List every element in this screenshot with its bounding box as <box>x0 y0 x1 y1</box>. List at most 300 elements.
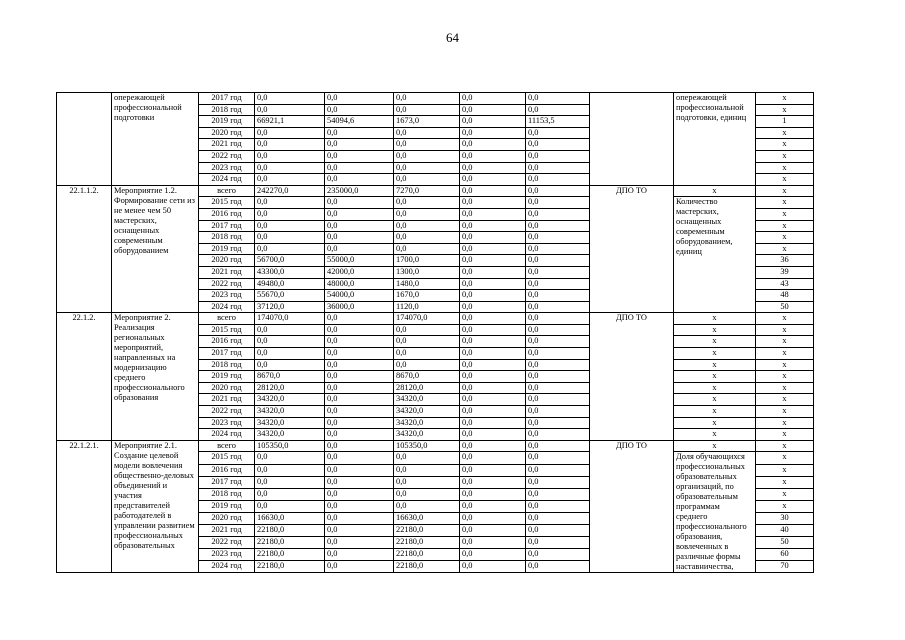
amount-cell-2: 55000,0 <box>325 255 394 267</box>
amount-cell-5: 0,0 <box>526 232 590 244</box>
amount-cell-3: 0,0 <box>394 150 460 162</box>
amount-cell-3: 22180,0 <box>394 561 460 573</box>
amount-cell-4: 0,0 <box>460 336 526 348</box>
amount-cell-3: 0,0 <box>394 127 460 139</box>
indicator-cell: x <box>674 313 756 325</box>
period-cell: 2019 год <box>199 500 255 512</box>
amount-cell-4: 0,0 <box>460 208 526 220</box>
amount-cell-5: 0,0 <box>526 255 590 267</box>
amount-cell-2: 0,0 <box>325 452 394 464</box>
amount-cell-3: 0,0 <box>394 243 460 255</box>
amount-cell-4: 0,0 <box>460 476 526 488</box>
amount-cell-4: 0,0 <box>460 371 526 383</box>
period-cell: 2020 год <box>199 255 255 267</box>
amount-cell-3: 0,0 <box>394 336 460 348</box>
amount-cell-1: 174070,0 <box>255 313 325 325</box>
target-value-cell: x <box>756 150 814 162</box>
amount-cell-4: 0,0 <box>460 313 526 325</box>
amount-cell-1: 22180,0 <box>255 561 325 573</box>
amount-cell-2: 0,0 <box>325 174 394 186</box>
indicator-cell: x <box>674 429 756 441</box>
amount-cell-2: 0,0 <box>325 139 394 151</box>
amount-cell-5: 0,0 <box>526 537 590 549</box>
amount-cell-1: 37120,0 <box>255 301 325 313</box>
amount-cell-4: 0,0 <box>460 500 526 512</box>
amount-cell-5: 0,0 <box>526 93 590 105</box>
amount-cell-5: 0,0 <box>526 406 590 418</box>
amount-cell-4: 0,0 <box>460 116 526 128</box>
activity-name: Мероприятие 1.2. Формирование сети из не менее чем 50 мастерских, оснащенных современным оборудованием <box>112 185 199 313</box>
amount-cell-4: 0,0 <box>460 104 526 116</box>
amount-cell-1: 0,0 <box>255 500 325 512</box>
target-value-cell: x <box>756 488 814 500</box>
amount-cell-2: 0,0 <box>325 429 394 441</box>
period-cell: 2019 год <box>199 371 255 383</box>
activity-name: Мероприятие 2. Реализация региональных мероприятий, направленных на модернизацию среднего профессионального образования <box>112 313 199 441</box>
amount-cell-4: 0,0 <box>460 185 526 197</box>
period-cell: 2023 год <box>199 549 255 561</box>
activity-code: 22.1.2.1. <box>57 440 112 573</box>
amount-cell-3: 1480,0 <box>394 278 460 290</box>
period-cell: 2024 год <box>199 429 255 441</box>
amount-cell-5: 0,0 <box>526 549 590 561</box>
amount-cell-5: 0,0 <box>526 359 590 371</box>
amount-cell-2: 0,0 <box>325 524 394 536</box>
amount-cell-3: 16630,0 <box>394 512 460 524</box>
table-row <box>57 93 814 105</box>
amount-cell-3: 0,0 <box>394 452 460 464</box>
amount-cell-5: 0,0 <box>526 440 590 452</box>
target-value-cell: 48 <box>756 290 814 302</box>
amount-cell-2: 0,0 <box>325 417 394 429</box>
amount-cell-2: 0,0 <box>325 127 394 139</box>
amount-cell-1: 0,0 <box>255 104 325 116</box>
amount-cell-5: 0,0 <box>526 382 590 394</box>
period-cell: 2020 год <box>199 127 255 139</box>
amount-cell-3: 0,0 <box>394 208 460 220</box>
indicator-cell: опережающей профессиональной подготовки, единиц <box>674 93 756 186</box>
amount-cell-5: 0,0 <box>526 150 590 162</box>
activity-code: 22.1.1.2. <box>57 185 112 313</box>
indicator-cell: x <box>674 185 756 197</box>
amount-cell-3: 0,0 <box>394 324 460 336</box>
amount-cell-4: 0,0 <box>460 452 526 464</box>
amount-cell-4: 0,0 <box>460 359 526 371</box>
amount-cell-5: 0,0 <box>526 290 590 302</box>
amount-cell-4: 0,0 <box>460 512 526 524</box>
amount-cell-5: 0,0 <box>526 301 590 313</box>
amount-cell-4: 0,0 <box>460 243 526 255</box>
amount-cell-2: 0,0 <box>325 104 394 116</box>
amount-cell-1: 0,0 <box>255 464 325 476</box>
program-table <box>56 92 814 573</box>
amount-cell-1: 242270,0 <box>255 185 325 197</box>
amount-cell-2: 0,0 <box>325 324 394 336</box>
amount-cell-3: 28120,0 <box>394 382 460 394</box>
amount-cell-5: 0,0 <box>526 174 590 186</box>
amount-cell-3: 0,0 <box>394 500 460 512</box>
period-cell: 2015 год <box>199 324 255 336</box>
amount-cell-3: 0,0 <box>394 464 460 476</box>
amount-cell-4: 0,0 <box>460 162 526 174</box>
amount-cell-2: 0,0 <box>325 208 394 220</box>
amount-cell-1: 55670,0 <box>255 290 325 302</box>
period-cell: 2016 год <box>199 336 255 348</box>
indicator-cell: x <box>674 406 756 418</box>
period-cell: 2016 год <box>199 208 255 220</box>
amount-cell-3: 0,0 <box>394 220 460 232</box>
target-value-cell: x <box>756 452 814 464</box>
amount-cell-5: 0,0 <box>526 348 590 360</box>
amount-cell-2: 0,0 <box>325 336 394 348</box>
amount-cell-4: 0,0 <box>460 464 526 476</box>
period-cell: 2023 год <box>199 162 255 174</box>
amount-cell-5: 0,0 <box>526 313 590 325</box>
executor-cell <box>590 93 674 186</box>
amount-cell-5: 0,0 <box>526 127 590 139</box>
period-cell: 2024 год <box>199 174 255 186</box>
amount-cell-2: 0,0 <box>325 500 394 512</box>
amount-cell-5: 0,0 <box>526 417 590 429</box>
amount-cell-5: 0,0 <box>526 452 590 464</box>
amount-cell-2: 0,0 <box>325 512 394 524</box>
amount-cell-5: 0,0 <box>526 429 590 441</box>
amount-cell-1: 0,0 <box>255 359 325 371</box>
amount-cell-2: 0,0 <box>325 394 394 406</box>
amount-cell-1: 0,0 <box>255 488 325 500</box>
amount-cell-3: 34320,0 <box>394 394 460 406</box>
period-cell: 2018 год <box>199 232 255 244</box>
target-value-cell: x <box>756 174 814 186</box>
indicator-cell: x <box>674 417 756 429</box>
amount-cell-1: 22180,0 <box>255 537 325 549</box>
target-value-cell: x <box>756 382 814 394</box>
amount-cell-2: 0,0 <box>325 359 394 371</box>
target-value-cell: x <box>756 417 814 429</box>
target-value-cell: 43 <box>756 278 814 290</box>
amount-cell-4: 0,0 <box>460 440 526 452</box>
amount-cell-1: 34320,0 <box>255 429 325 441</box>
target-value-cell: 36 <box>756 255 814 267</box>
table-row <box>57 313 814 325</box>
amount-cell-3: 1300,0 <box>394 266 460 278</box>
period-cell: всего <box>199 185 255 197</box>
amount-cell-2: 0,0 <box>325 197 394 209</box>
amount-cell-3: 0,0 <box>394 93 460 105</box>
amount-cell-5: 0,0 <box>526 104 590 116</box>
indicator-cell: x <box>674 348 756 360</box>
amount-cell-1: 0,0 <box>255 324 325 336</box>
indicator-cell: x <box>674 371 756 383</box>
amount-cell-4: 0,0 <box>460 139 526 151</box>
target-value-cell: x <box>756 348 814 360</box>
amount-cell-5: 0,0 <box>526 162 590 174</box>
amount-cell-3: 8670,0 <box>394 371 460 383</box>
amount-cell-4: 0,0 <box>460 324 526 336</box>
amount-cell-3: 1670,0 <box>394 290 460 302</box>
amount-cell-3: 0,0 <box>394 476 460 488</box>
period-cell: всего <box>199 313 255 325</box>
target-value-cell: x <box>756 197 814 209</box>
amount-cell-1: 0,0 <box>255 197 325 209</box>
amount-cell-1: 34320,0 <box>255 417 325 429</box>
executor-cell: ДПО ТО <box>590 440 674 573</box>
activity-name: Мероприятие 2.1. Создание целевой модели вовлечения общественно-деловых объединений и участия представителей работодателей в управлении развитием профессиональных образовательных <box>112 440 199 573</box>
amount-cell-2: 0,0 <box>325 464 394 476</box>
target-value-cell: 30 <box>756 512 814 524</box>
amount-cell-1: 0,0 <box>255 93 325 105</box>
indicator-cell: x <box>674 440 756 452</box>
target-value-cell: x <box>756 429 814 441</box>
target-value-cell: x <box>756 394 814 406</box>
amount-cell-3: 0,0 <box>394 162 460 174</box>
amount-cell-3: 0,0 <box>394 174 460 186</box>
amount-cell-4: 0,0 <box>460 197 526 209</box>
amount-cell-3: 105350,0 <box>394 440 460 452</box>
amount-cell-4: 0,0 <box>460 406 526 418</box>
amount-cell-1: 0,0 <box>255 348 325 360</box>
amount-cell-5: 0,0 <box>526 220 590 232</box>
amount-cell-2: 0,0 <box>325 313 394 325</box>
amount-cell-3: 0,0 <box>394 488 460 500</box>
amount-cell-4: 0,0 <box>460 537 526 549</box>
target-value-cell: x <box>756 324 814 336</box>
period-cell: 2016 год <box>199 464 255 476</box>
amount-cell-4: 0,0 <box>460 301 526 313</box>
amount-cell-1: 0,0 <box>255 150 325 162</box>
amount-cell-5: 0,0 <box>526 197 590 209</box>
amount-cell-1: 43300,0 <box>255 266 325 278</box>
target-value-cell: 40 <box>756 524 814 536</box>
indicator-cell: x <box>674 394 756 406</box>
amount-cell-5: 0,0 <box>526 488 590 500</box>
target-value-cell: x <box>756 93 814 105</box>
target-value-cell: x <box>756 127 814 139</box>
amount-cell-4: 0,0 <box>460 255 526 267</box>
amount-cell-3: 7270,0 <box>394 185 460 197</box>
amount-cell-4: 0,0 <box>460 348 526 360</box>
period-cell: 2020 год <box>199 382 255 394</box>
amount-cell-5: 0,0 <box>526 139 590 151</box>
amount-cell-4: 0,0 <box>460 561 526 573</box>
indicator-cell: x <box>674 359 756 371</box>
amount-cell-4: 0,0 <box>460 382 526 394</box>
amount-cell-5: 0,0 <box>526 185 590 197</box>
amount-cell-2: 0,0 <box>325 476 394 488</box>
amount-cell-2: 235000,0 <box>325 185 394 197</box>
amount-cell-4: 0,0 <box>460 127 526 139</box>
target-value-cell: x <box>756 371 814 383</box>
amount-cell-4: 0,0 <box>460 266 526 278</box>
period-cell: 2018 год <box>199 104 255 116</box>
amount-cell-1: 0,0 <box>255 174 325 186</box>
period-cell: 2015 год <box>199 452 255 464</box>
amount-cell-1: 34320,0 <box>255 406 325 418</box>
amount-cell-3: 0,0 <box>394 139 460 151</box>
amount-cell-3: 22180,0 <box>394 537 460 549</box>
amount-cell-3: 0,0 <box>394 232 460 244</box>
target-value-cell: x <box>756 406 814 418</box>
target-value-cell: 39 <box>756 266 814 278</box>
period-cell: 2022 год <box>199 537 255 549</box>
amount-cell-2: 0,0 <box>325 93 394 105</box>
period-cell: 2022 год <box>199 278 255 290</box>
table-row <box>57 185 814 197</box>
target-value-cell: x <box>756 336 814 348</box>
amount-cell-4: 0,0 <box>460 488 526 500</box>
amount-cell-5: 11153,5 <box>526 116 590 128</box>
amount-cell-5: 0,0 <box>526 561 590 573</box>
amount-cell-2: 0,0 <box>325 406 394 418</box>
amount-cell-3: 1700,0 <box>394 255 460 267</box>
amount-cell-5: 0,0 <box>526 500 590 512</box>
target-value-cell: x <box>756 359 814 371</box>
target-value-cell: x <box>756 139 814 151</box>
target-value-cell: x <box>756 185 814 197</box>
period-cell: 2021 год <box>199 266 255 278</box>
target-value-cell: x <box>756 440 814 452</box>
amount-cell-2: 0,0 <box>325 243 394 255</box>
target-value-cell: x <box>756 162 814 174</box>
amount-cell-1: 49480,0 <box>255 278 325 290</box>
amount-cell-1: 0,0 <box>255 127 325 139</box>
period-cell: 2021 год <box>199 394 255 406</box>
target-value-cell: 70 <box>756 561 814 573</box>
target-value-cell: x <box>756 464 814 476</box>
amount-cell-5: 0,0 <box>526 324 590 336</box>
period-cell: 2017 год <box>199 93 255 105</box>
amount-cell-3: 0,0 <box>394 348 460 360</box>
amount-cell-1: 16630,0 <box>255 512 325 524</box>
amount-cell-2: 54094,6 <box>325 116 394 128</box>
amount-cell-2: 0,0 <box>325 537 394 549</box>
period-cell: 2024 год <box>199 561 255 573</box>
period-cell: 2017 год <box>199 476 255 488</box>
indicator-cell: x <box>674 382 756 394</box>
amount-cell-5: 0,0 <box>526 243 590 255</box>
activity-name: опережающей профессиональной подготовки <box>112 93 199 186</box>
amount-cell-1: 0,0 <box>255 336 325 348</box>
executor-cell: ДПО ТО <box>590 185 674 313</box>
amount-cell-3: 1120,0 <box>394 301 460 313</box>
amount-cell-5: 0,0 <box>526 371 590 383</box>
amount-cell-2: 0,0 <box>325 561 394 573</box>
amount-cell-5: 0,0 <box>526 464 590 476</box>
amount-cell-3: 34320,0 <box>394 406 460 418</box>
period-cell: 2021 год <box>199 524 255 536</box>
amount-cell-1: 0,0 <box>255 476 325 488</box>
amount-cell-4: 0,0 <box>460 429 526 441</box>
amount-cell-4: 0,0 <box>460 290 526 302</box>
period-cell: 2015 год <box>199 197 255 209</box>
amount-cell-2: 54000,0 <box>325 290 394 302</box>
amount-cell-2: 0,0 <box>325 220 394 232</box>
activity-code: 22.1.2. <box>57 313 112 441</box>
amount-cell-1: 0,0 <box>255 232 325 244</box>
target-value-cell: x <box>756 208 814 220</box>
target-value-cell: x <box>756 220 814 232</box>
indicator-cell: Доля обучающихся профессиональных образовательных организаций, по образовательным программам среднего профессионального образования, вовлеченных в различные формы наставничества, <box>674 452 756 573</box>
amount-cell-3: 34320,0 <box>394 417 460 429</box>
amount-cell-4: 0,0 <box>460 549 526 561</box>
amount-cell-2: 0,0 <box>325 371 394 383</box>
indicator-cell: x <box>674 336 756 348</box>
amount-cell-3: 174070,0 <box>394 313 460 325</box>
amount-cell-3: 1673,0 <box>394 116 460 128</box>
amount-cell-4: 0,0 <box>460 93 526 105</box>
amount-cell-1: 56700,0 <box>255 255 325 267</box>
amount-cell-1: 34320,0 <box>255 394 325 406</box>
amount-cell-2: 0,0 <box>325 150 394 162</box>
amount-cell-2: 0,0 <box>325 232 394 244</box>
amount-cell-2: 36000,0 <box>325 301 394 313</box>
amount-cell-3: 0,0 <box>394 197 460 209</box>
amount-cell-2: 0,0 <box>325 549 394 561</box>
amount-cell-4: 0,0 <box>460 278 526 290</box>
amount-cell-4: 0,0 <box>460 174 526 186</box>
indicator-cell: Количество мастерских, оснащенных современным оборудованием, единиц <box>674 197 756 313</box>
period-cell: всего <box>199 440 255 452</box>
target-value-cell: x <box>756 232 814 244</box>
amount-cell-5: 0,0 <box>526 512 590 524</box>
amount-cell-2: 0,0 <box>325 440 394 452</box>
amount-cell-5: 0,0 <box>526 278 590 290</box>
amount-cell-1: 0,0 <box>255 139 325 151</box>
amount-cell-2: 0,0 <box>325 348 394 360</box>
amount-cell-5: 0,0 <box>526 476 590 488</box>
target-value-cell: 60 <box>756 549 814 561</box>
amount-cell-5: 0,0 <box>526 394 590 406</box>
target-value-cell: 1 <box>756 116 814 128</box>
amount-cell-1: 22180,0 <box>255 549 325 561</box>
target-value-cell: x <box>756 476 814 488</box>
amount-cell-4: 0,0 <box>460 150 526 162</box>
period-cell: 2022 год <box>199 406 255 418</box>
amount-cell-2: 0,0 <box>325 488 394 500</box>
amount-cell-4: 0,0 <box>460 394 526 406</box>
amount-cell-1: 8670,0 <box>255 371 325 383</box>
period-cell: 2018 год <box>199 488 255 500</box>
period-cell: 2020 год <box>199 512 255 524</box>
amount-cell-1: 66921,1 <box>255 116 325 128</box>
amount-cell-1: 105350,0 <box>255 440 325 452</box>
period-cell: 2023 год <box>199 417 255 429</box>
period-cell: 2024 год <box>199 301 255 313</box>
amount-cell-3: 0,0 <box>394 359 460 371</box>
amount-cell-1: 0,0 <box>255 220 325 232</box>
period-cell: 2019 год <box>199 243 255 255</box>
target-value-cell: x <box>756 243 814 255</box>
target-value-cell: x <box>756 104 814 116</box>
amount-cell-4: 0,0 <box>460 220 526 232</box>
amount-cell-1: 0,0 <box>255 452 325 464</box>
period-cell: 2023 год <box>199 290 255 302</box>
period-cell: 2017 год <box>199 348 255 360</box>
amount-cell-4: 0,0 <box>460 232 526 244</box>
amount-cell-5: 0,0 <box>526 336 590 348</box>
table-row <box>57 440 814 452</box>
amount-cell-2: 48000,0 <box>325 278 394 290</box>
amount-cell-1: 0,0 <box>255 243 325 255</box>
amount-cell-3: 22180,0 <box>394 524 460 536</box>
amount-cell-5: 0,0 <box>526 524 590 536</box>
amount-cell-4: 0,0 <box>460 524 526 536</box>
period-cell: 2017 год <box>199 220 255 232</box>
amount-cell-2: 0,0 <box>325 162 394 174</box>
activity-code <box>57 93 112 186</box>
amount-cell-1: 0,0 <box>255 208 325 220</box>
target-value-cell: 50 <box>756 301 814 313</box>
